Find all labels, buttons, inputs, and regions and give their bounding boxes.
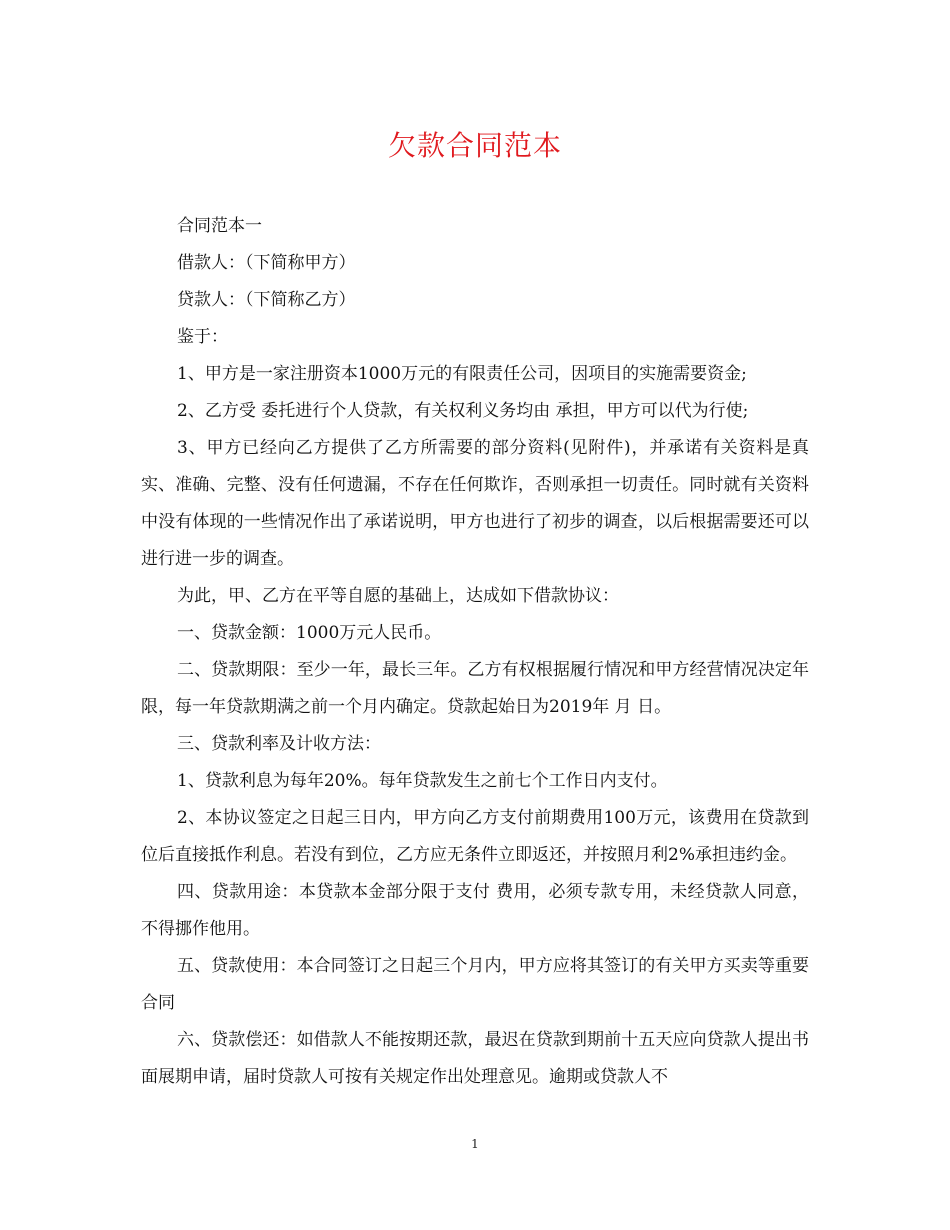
paragraph-borrower: 借款人：（下简称甲方） — [177, 253, 356, 273]
paragraph-whereas-2: 2、乙方受 委托进行个人贷款，有关权利义务均由 承担，甲方可以代为行使; — [177, 401, 749, 421]
paragraph-interest-heading: 三、贷款利率及计收方法： — [177, 734, 381, 754]
paragraph-heading-template-one: 合同范本一 — [177, 216, 262, 236]
page-number: 1 — [471, 1137, 479, 1151]
paragraph-loan-amount: 一、贷款金额：1000万元人民币。 — [177, 623, 442, 643]
paragraph-loan-purpose: 四、贷款用途：本贷款本金部分限于支付 费用，必须专款专用，未经贷款人同意，不得挪作他用。 — [141, 882, 809, 939]
paragraph-agreement-intro: 为此，甲、乙方在平等自愿的基础上，达成如下借款协议： — [177, 586, 619, 606]
paragraph-interest-1: 1、贷款利息为每年20%。每年贷款发生之前七个工作日内支付。 — [177, 771, 668, 791]
paragraph-loan-term: 二、贷款期限：至少一年，最长三年。乙方有权根据履行情况和甲方经营情况决定年限，每一年贷款期满之前一个月内确定。贷款起始日为2019年 月 日。 — [141, 660, 809, 717]
paragraph-loan-repayment: 六、贷款偿还：如借款人不能按期还款，最迟在贷款到期前十五天应向贷款人提出书面展期申请，届时贷款人可按有关规定作出处理意见。逾期或贷款人不 — [141, 1030, 809, 1087]
paragraph-interest-2: 2、本协议签定之日起三日内，甲方向乙方支付前期费用100万元，该费用在贷款到位后直接抵作利息。若没有到位，乙方应无条件立即返还，并按照月利2%承担违约金。 — [141, 808, 809, 865]
document-body — [141, 208, 809, 1096]
paragraph-loan-usage: 五、贷款使用：本合同签订之日起三个月内，甲方应将其签订的有关甲方买卖等重要合同 — [141, 956, 809, 1013]
paragraph-whereas: 鉴于： — [177, 327, 228, 347]
paragraph-whereas-3: 3、甲方已经向乙方提供了乙方所需要的部分资料(见附件)，并承诺有关资料是真实、准确、完整、没有任何遗漏，不存在任何欺诈，否则承担一切责任。同时就有关资料中没有体现的一些情况作出了承诺说明，甲方也进行了初步的调查，以后根据需要还可以进行进一步的调查。 — [141, 438, 809, 569]
paragraph-whereas-1: 1、甲方是一家注册资本1000万元的有限责任公司，因项目的实施需要资金; — [177, 364, 747, 384]
paragraph-lender: 贷款人：（下简称乙方） — [177, 290, 356, 310]
document-title: 欠款合同范本 — [387, 129, 562, 162]
